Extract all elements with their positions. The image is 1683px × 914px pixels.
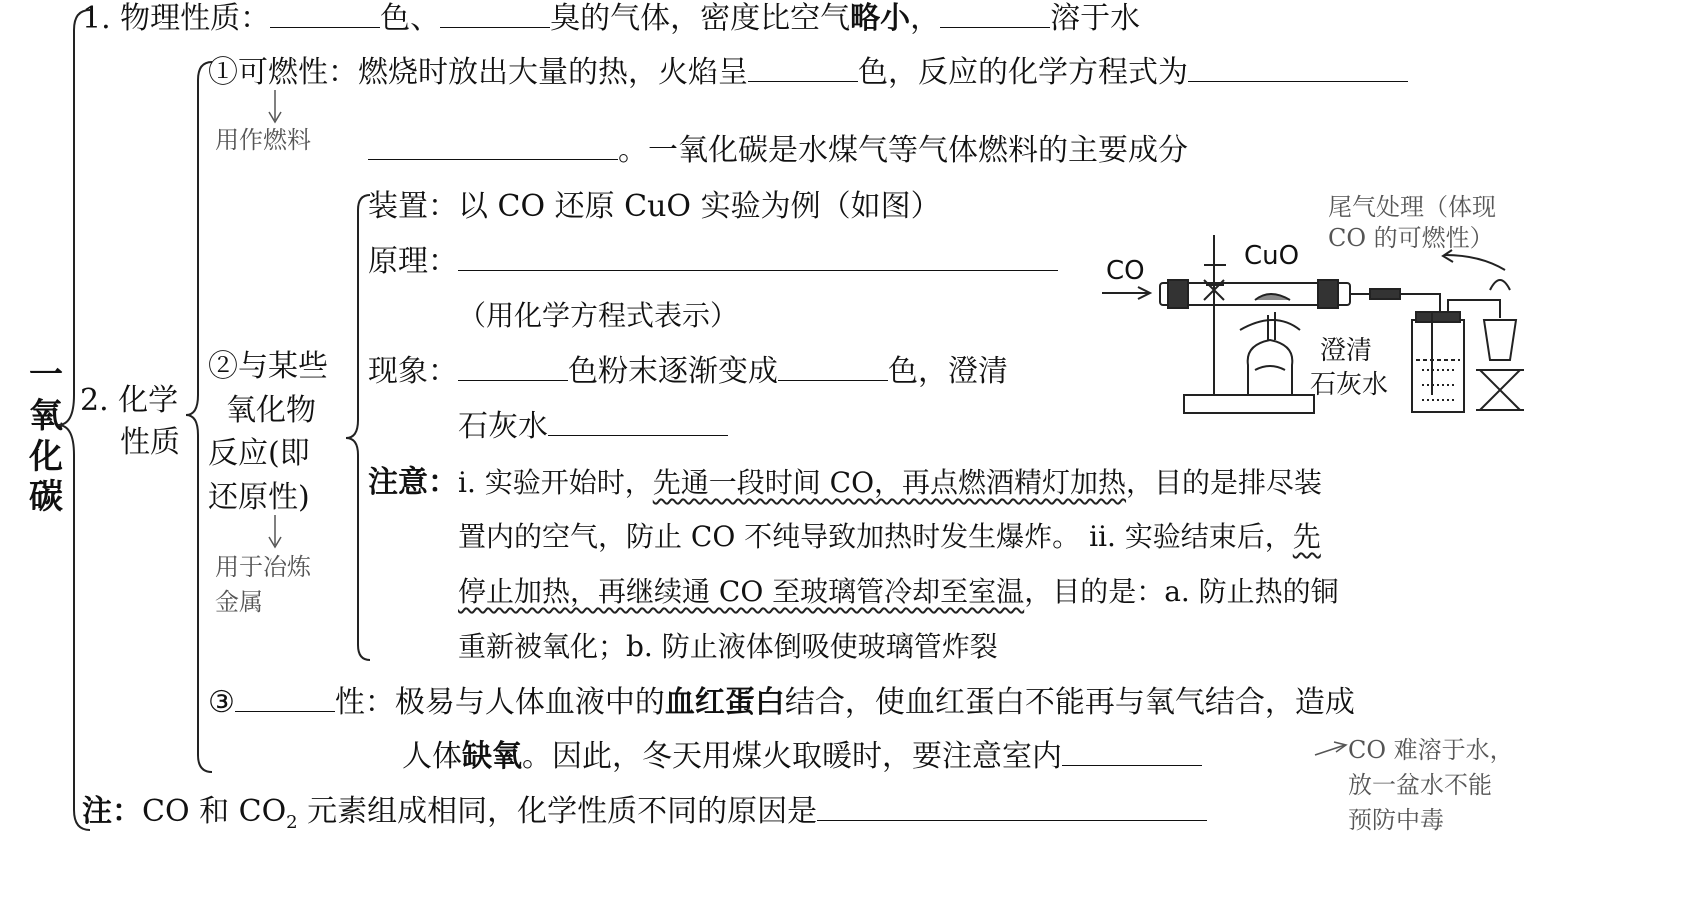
principle-line: 原理： xyxy=(368,247,1058,277)
attention-line2: 置内的空气，防止 CO 不纯导致加热时发生爆炸。 ⅱ. 实验结束后，先 xyxy=(458,520,1321,553)
combustibility-line1: ①可燃性：燃烧时放出大量的热，火焰呈 色，反应的化学方程式为 xyxy=(208,58,1408,88)
combustibility-note: 用作燃料 xyxy=(215,126,311,154)
limewater-label: 澄清 石灰水 xyxy=(1310,336,1389,400)
toxicity-line1: ③ 性：极易与人体血液中的血红蛋白结合，使血红蛋白不能再与氧气结合，造成 xyxy=(208,685,1355,720)
attention-line4: 重新被氧化；b. 防止液体倒吸使玻璃管炸裂 xyxy=(458,630,998,663)
topic-title: 一氧化碳 xyxy=(29,355,63,518)
phenomenon-line: 现象： 色粉末逐渐变成 色，澄清 xyxy=(368,354,1008,389)
tail-gas-note: 尾气处理（体现 CO 的可燃性） xyxy=(1328,193,1496,253)
attention-line3: 停止加热，再继续通 CO 至玻璃管冷却至室温，目的是：a. 防止热的铜 xyxy=(458,575,1339,608)
toxicity-line2: 人体缺氧。因此，冬天用煤火取暖时，要注意室内 xyxy=(402,742,1202,772)
footnote-line: 注：CO 和 $CO_2$ 元素组成相同，化学性质不同的原因是 xyxy=(82,797,1207,832)
co-inlet-label: CO xyxy=(1106,256,1145,286)
principle-hint: （用化学方程式表示） xyxy=(458,299,739,332)
combustibility-line2: 。一氧化碳是水煤气等气体燃料的主要成分 xyxy=(368,136,1188,166)
chemical-label: 2. 化学 性质 xyxy=(80,383,180,460)
reduction-note: 用于冶炼 金属 xyxy=(215,553,311,616)
physical-properties-line: 1. 物理性质： 色、 臭的气体，密度比空气略小， 溶于水 xyxy=(82,1,1141,36)
limewater-line: 石灰水 xyxy=(458,412,728,442)
physical-label: 1. 物理性质： xyxy=(82,1,271,36)
toxicity-side-note: CO 难溶于水， 放一盆水不能 预防中毒 xyxy=(1348,736,1514,834)
device-line: 装置：以 CO 还原 CuO 实验为例（如图） xyxy=(368,189,941,224)
attention-line1: 注意：ⅰ. 实验开始时，先通一段时间 CO，再点燃酒精灯加热，目的是排尽装 xyxy=(368,465,1323,500)
cuo-label: CuO xyxy=(1244,241,1300,271)
reduction-label: ②与某些 氧化物 反应(即 还原性) xyxy=(208,349,328,515)
